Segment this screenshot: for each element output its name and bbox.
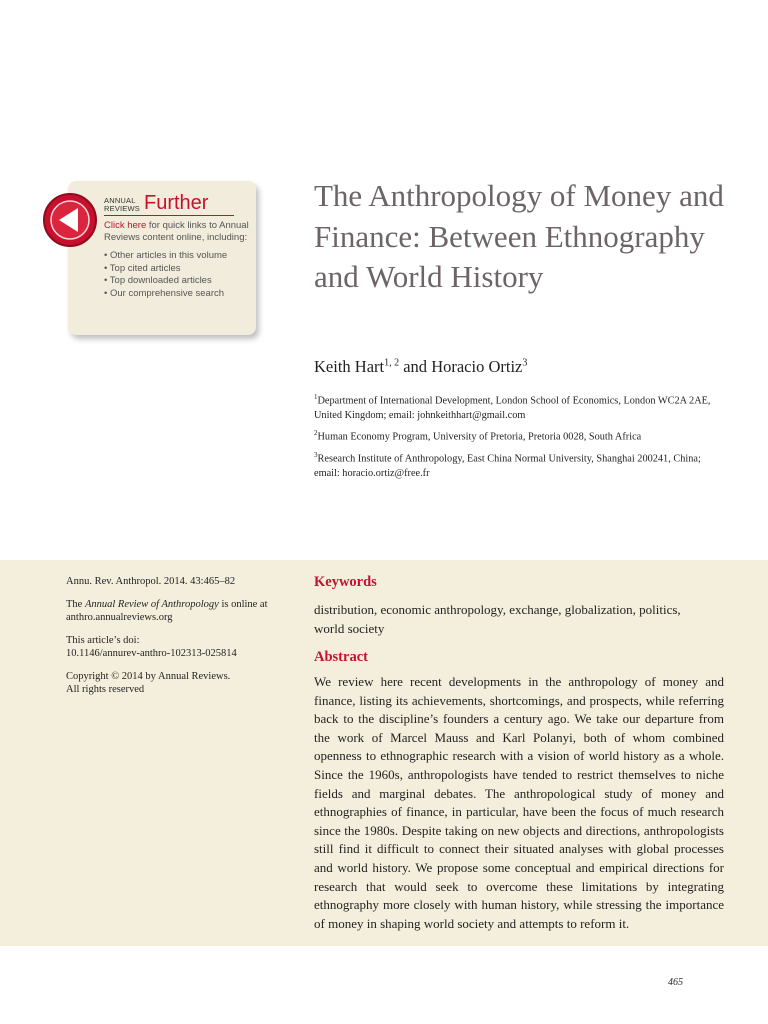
article-title: The Anthropology of Money and Finance: Between Ethnography and World History	[314, 178, 724, 294]
journal-name: Annual Review of Anthropology	[84, 598, 219, 610]
doi-block	[66, 634, 281, 661]
further-link-other-articles[interactable]: • Other articles in this volume	[104, 250, 228, 261]
author-ortiz: Horacio Ortiz	[431, 357, 523, 376]
keywords-text: distribution, economic anthropology, exchange, globalization, politics, world society	[314, 602, 681, 636]
online-pre: The	[66, 598, 85, 610]
affiliation-3-marker: 3	[314, 451, 318, 460]
citation: Annu. Rev. Anthropol. 2014. 43:465–82	[66, 576, 236, 587]
affiliations	[314, 390, 714, 485]
affiliation-2-marker: 2	[314, 429, 318, 438]
page-number: 465	[668, 977, 683, 988]
back-arrow-icon[interactable]	[42, 190, 98, 250]
affiliation-2-text: Human Economy Program, University of Pretoria, Pretoria 0028, South Africa	[317, 431, 642, 443]
further-link-top-cited[interactable]: • Top cited articles	[104, 262, 181, 274]
click-here-rest: for quick links to Annual Reviews content online, including:	[104, 220, 249, 243]
further-content	[104, 193, 254, 300]
copyright-block	[66, 670, 281, 697]
rights: All rights reserved	[66, 684, 145, 695]
brand-line1: ANNUAL	[104, 196, 136, 205]
abstract-text: We review here recent developments in the anthropology of money and finance, listing its achievements, shortcomings, and prospects, while referring back to the discipline’s founders a century ago. We take our departure from the work of Marcel Mauss and Karl Polanyi, both of whom combined openness to ethnographic research with a vision of world history as a whole. Since the 1960s, anthropologists have tended to restrict themselves to niche fields and marginal debates. The anthropological study of money and ethnographies of finance, in particular, have been the focus of much research since the 1980s. Despite taking on new objects and directions, anthropologists still find it difficult to connect their situated analyses with global processes and world history. We propose some conceptual and empirical directions for research that would seek to overcome these limitations by integrating ethnography more closely with human history, while stressing the importance of money in shaping world society and attempts to reform it.	[314, 674, 724, 931]
affiliation-1-marker: 1	[314, 393, 318, 401]
author-hart: Keith Hart	[314, 357, 385, 376]
annual-reviews-logo	[104, 193, 234, 216]
copyright: Copyright © 2014 by Annual Reviews.	[66, 670, 231, 682]
further-description	[104, 220, 254, 244]
keywords-heading: Keywords	[314, 574, 377, 590]
article-meta	[66, 575, 281, 706]
affiliation-2	[314, 426, 714, 445]
authors	[314, 357, 527, 377]
affiliation-1	[314, 390, 714, 423]
author-hart-affil: 1, 2	[384, 357, 400, 369]
brand-line2: REVIEWS	[104, 204, 140, 213]
further-link-search[interactable]: • Our comprehensive search	[104, 287, 225, 299]
authors-and: and	[399, 357, 432, 376]
brand-further: Further	[144, 192, 209, 214]
further-links	[104, 250, 254, 300]
online-post: is online at anthro.annualreviews.org	[66, 598, 268, 623]
affiliation-3	[314, 448, 714, 481]
affiliation-3-text: Research Institute of Anthropology, East China Normal University, Shanghai 200241, China; email: horacio.ortiz@free.fr	[314, 453, 701, 480]
click-here-link[interactable]: Click here	[104, 220, 147, 231]
doi-value[interactable]: 10.1146/annurev-anthro-102313-025814	[66, 648, 237, 659]
online-notice	[66, 598, 281, 625]
doi-label: This article’s doi:	[66, 634, 140, 646]
author-ortiz-affil: 3	[522, 357, 528, 369]
further-link-top-downloaded[interactable]: • Top downloaded articles	[104, 275, 212, 286]
abstract-heading: Abstract	[314, 649, 368, 665]
affiliation-1-text: Department of International Development, London School of Economics, London WC2A 2AE, United Kingdom; email: johnkeithhart@gmail.com	[314, 395, 711, 421]
